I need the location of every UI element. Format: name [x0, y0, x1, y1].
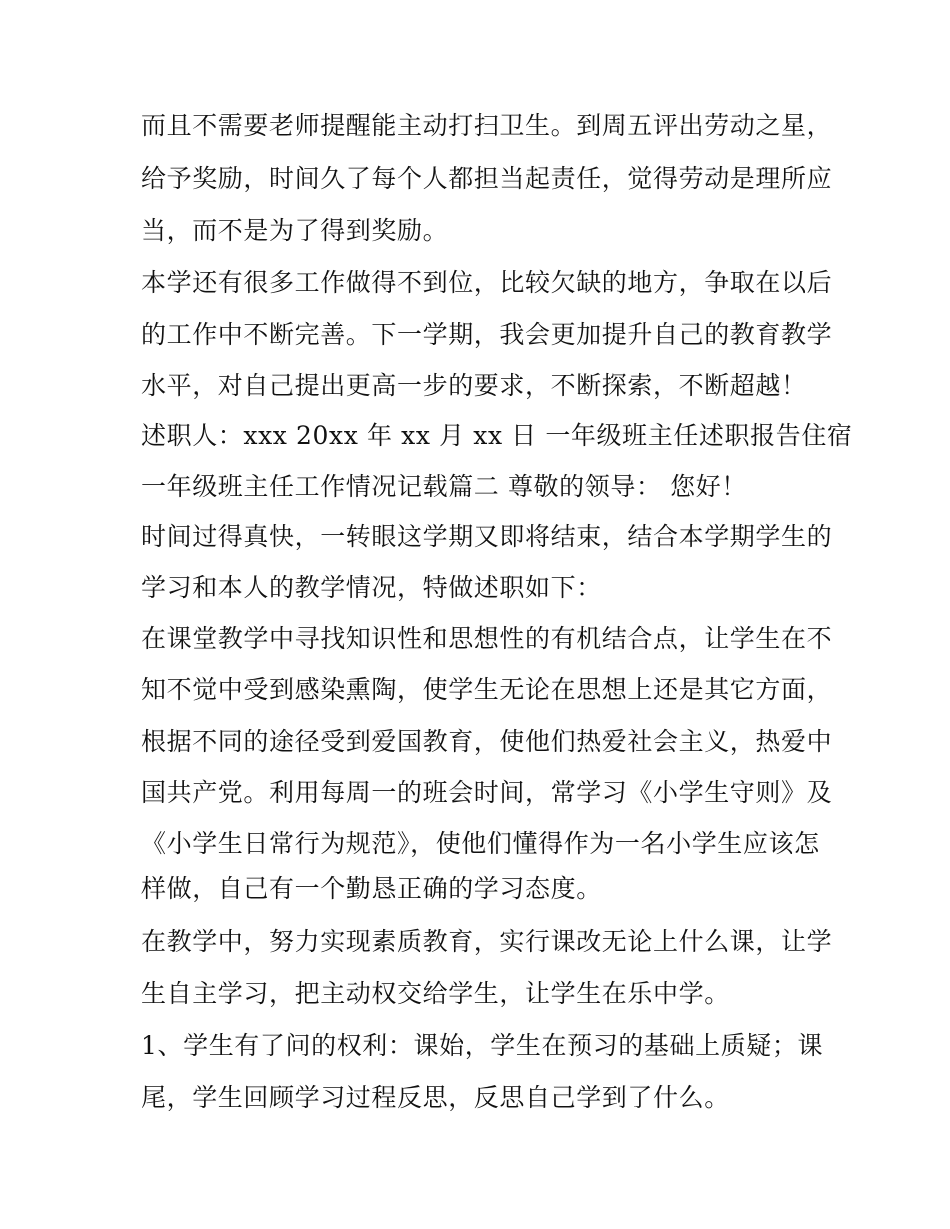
text-line: 的工作中不断完善。下一学期，我会更加提升自己的教育教学 [141, 320, 833, 349]
section-heading-line: 一年级班主任工作情况记载篇二 尊敬的领导： 您好！ [141, 472, 747, 501]
list-item-line: 尾，学生回顾学习过程反思，反思自己学到了什么。 [141, 1083, 730, 1112]
text-line: 当，而不是为了得到奖励。 [141, 216, 449, 245]
list-item-line: 1、学生有了问的权利：课始，学生在预习的基础上质疑；课 [141, 1031, 824, 1060]
text-line: 在课堂教学中寻找知识性和思想性的有机结合点，让学生在不 [141, 624, 833, 653]
text-line: 国共产党。利用每周一的班会时间，常学习《小学生守则》及 [141, 778, 833, 807]
text-line: 知不觉中受到感染熏陶，使学生无论在思想上还是其它方面， [141, 675, 833, 704]
text-line: 根据不同的途径受到爱国教育，使他们热爱社会主义，热爱中 [141, 727, 833, 756]
text-line: 学习和本人的教学情况，特做述职如下： [141, 573, 602, 602]
text-line: 本学还有很多工作做得不到位，比较欠缺的地方，争取在以后 [141, 268, 833, 297]
text-line: 在教学中，努力实现素质教育，实行课改无论上什么课，让学 [141, 927, 833, 956]
text-line: 时间过得真快，一转眼这学期又即将结束，结合本学期学生的 [141, 522, 833, 551]
text-line: 水平，对自己提出更高一步的要求，不断探索，不断超越！ [141, 371, 807, 400]
text-line: 生自主学习，把主动权交给学生，让学生在乐中学。 [141, 979, 730, 1008]
text-line: 给予奖励，时间久了每个人都担当起责任，觉得劳动是理所应 [141, 164, 833, 193]
text-line: 样做，自己有一个勤恳正确的学习态度。 [141, 874, 602, 903]
text-line: 而且不需要老师提醒能主动打扫卫生。到周五评出劳动之星， [141, 111, 833, 140]
text-line: 《小学生日常行为规范》，使他们懂得作为一名小学生应该怎 [141, 829, 820, 858]
signature-line: 述职人：xxx 20xx 年 xx 月 xx 日 一年级班主任述职报告住宿 [141, 421, 853, 450]
